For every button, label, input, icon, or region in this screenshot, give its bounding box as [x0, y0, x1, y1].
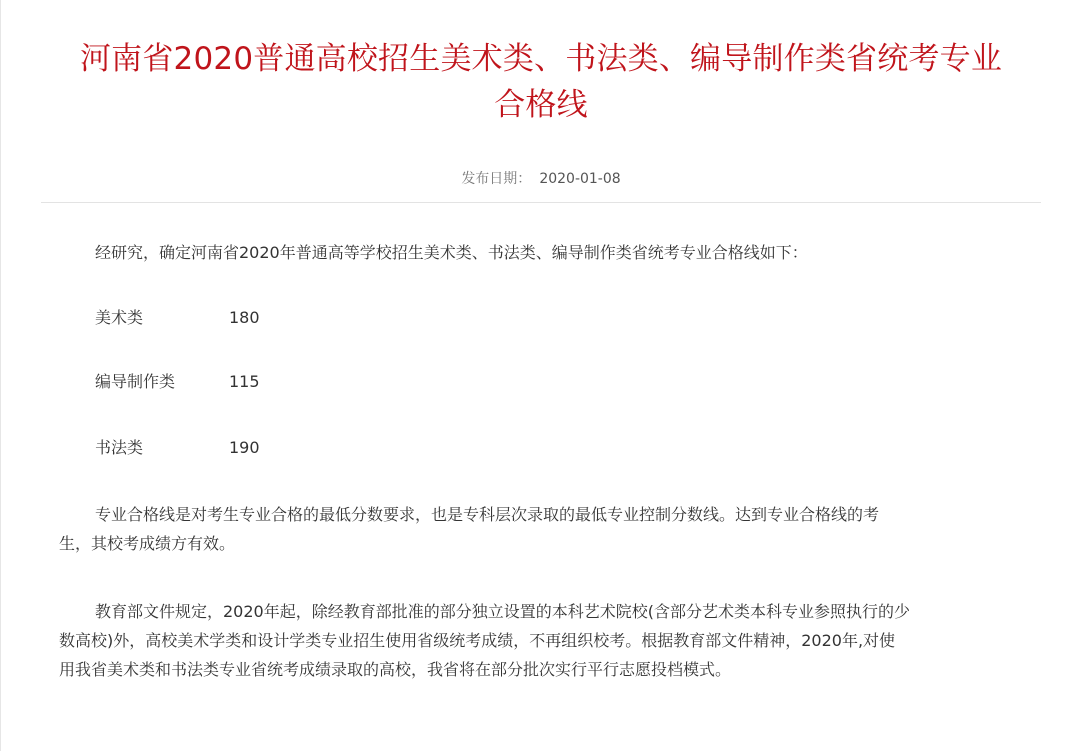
- header-divider: [41, 202, 1041, 203]
- paragraph-line: 生，其校考成绩方有效。: [59, 534, 236, 553]
- paragraph-line: 数高校)外，高校美术学类和设计学类专业招生使用省级统考成绩，不再组织校考。根据教育部文件精神，2020年,对使: [59, 631, 896, 650]
- article-title-line-2: 合格线: [494, 87, 588, 123]
- score-value: 115: [229, 372, 260, 391]
- score-row-art: [95, 307, 260, 329]
- paragraph-line: 专业合格线是对考生专业合格的最低分数要求，也是专科层次录取的最低专业控制分数线。达到专业合格线的考: [95, 505, 880, 524]
- score-value: 180: [229, 308, 260, 327]
- publish-date: 2020-01-08: [539, 171, 621, 187]
- score-category: 书法类: [95, 438, 144, 457]
- article-title: [41, 36, 1041, 128]
- article-title-line-1: 河南省2020普通高校招生美术类、书法类、编导制作类省统考专业: [79, 41, 1003, 77]
- publish-info: [1, 168, 1080, 188]
- paragraph-line: 教育部文件规定，2020年起，除经教育部批准的部分独立设置的本科艺术院校(含部分艺术类本科专业参照执行的少: [95, 602, 910, 621]
- score-row-directing: [95, 371, 260, 393]
- score-value: 190: [229, 438, 260, 457]
- score-category: 美术类: [95, 308, 144, 327]
- intro-paragraph: 经研究，确定河南省2020年普通高等学校招生美术类、书法类、编导制作类省统考专业合格线如下：: [95, 243, 808, 262]
- score-category: 编导制作类: [95, 372, 176, 391]
- score-row-calligraphy: [95, 437, 260, 459]
- paragraph-line: 用我省美术类和书法类专业省统考成绩录取的高校，我省将在部分批次实行平行志愿投档模式。: [59, 660, 732, 679]
- publish-date-label: 发布日期：: [461, 171, 532, 187]
- paragraph-qualification: [59, 500, 1025, 558]
- paragraph-policy: [59, 597, 1025, 684]
